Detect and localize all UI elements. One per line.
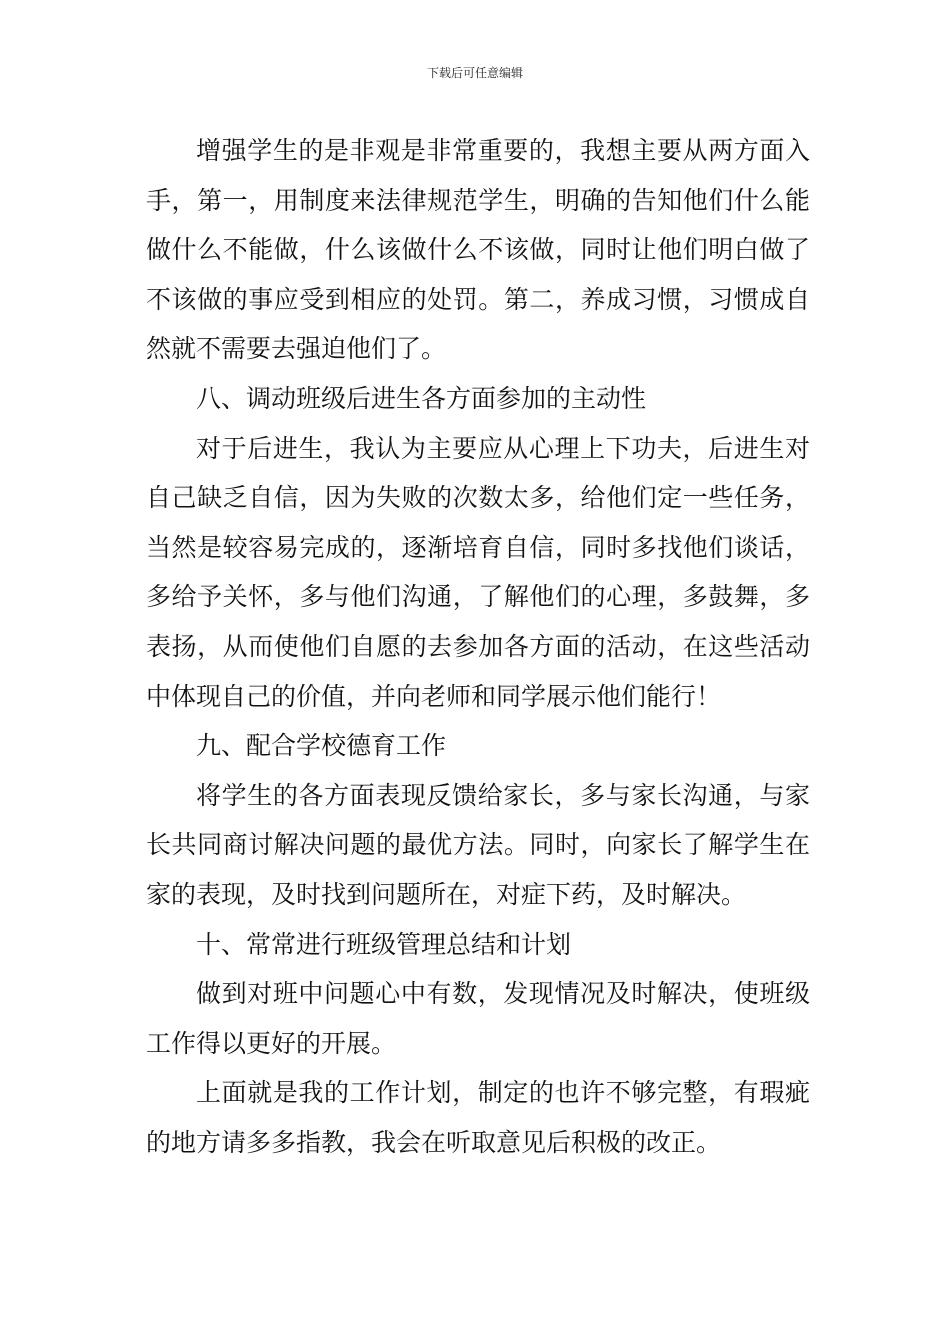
paragraph-struggling-students: 对于后进生，我认为主要应从心理上下功夫，后进生对自己缺乏自信，因为失败的次数太多，给他们定一些任务，当然是较容易完成的，逐渐培育自信，同时多找他们谈话，多给予关怀，多与他们沟通，了解他们的心理，多鼓舞，多表扬，从而使他们自愿的去参加各方面的活动，在这些活动中体现自己的价值，并向老师和同学展示他们能行！ — [146, 433, 810, 711]
paragraph-conclusion: 上面就是我的工作计划，制定的也许不够完整，有瑕疵的地方请多多指教，我会在听取意见后积极的改正。 — [146, 1078, 810, 1157]
paragraph-class-management: 做到对班中问题心中有数，发现情况及时解决，使班级工作得以更好的开展。 — [146, 979, 810, 1058]
section-heading-9: 九、配合学校德育工作 — [196, 731, 447, 761]
document-body — [146, 126, 810, 1167]
section-heading-8: 八、调动班级后进生各方面参加的主动性 — [196, 383, 647, 413]
paragraph-moral-education: 将学生的各方面表现反馈给家长，多与家长沟通，与家长共同商讨解决问题的最优方法。同时，向家长了解学生在家的表现，及时找到问题所在，对症下药，及时解决。 — [146, 780, 810, 909]
paragraph-moral-values: 增强学生的是非观是非常重要的，我想主要从两方面入手，第一，用制度来法律规范学生，明确的告知他们什么能做什么不能做，什么该做什么不该做，同时让他们明白做了不该做的事应受到相应的处罚。第二，养成习惯，习惯成自然就不需要去强迫他们了。 — [146, 136, 810, 364]
section-heading-10: 十、常常进行班级管理总结和计划 — [196, 929, 572, 959]
page-header-note: 下载后可任意编辑 — [426, 66, 523, 80]
